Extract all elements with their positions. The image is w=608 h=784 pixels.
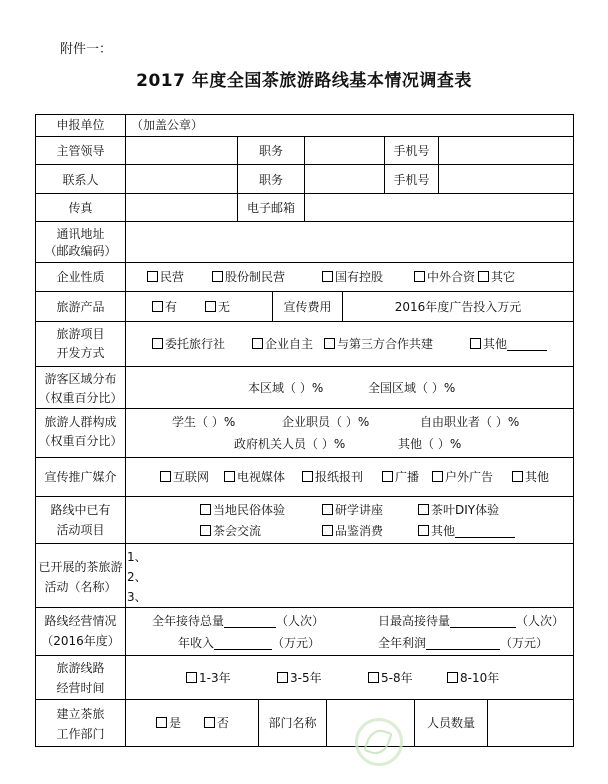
contact-position-label: 职务 [258,173,283,187]
department-count-label: 人员数量 [426,716,475,730]
attachment-label: 附件一： [60,42,113,57]
method-option-other[interactable]: 其他 [470,337,547,351]
department-option-yes[interactable]: 是 [156,716,181,730]
operation-label-2: （2016年度） [41,634,120,648]
nature-option-joint-venture[interactable]: 中外合资 [414,270,475,284]
region-label: 游客区域分布 [44,372,117,386]
checkbox[interactable] [186,672,197,683]
checkbox[interactable] [418,504,429,515]
checkbox[interactable] [147,271,158,282]
operation-label: 路线经营情况 [44,614,117,628]
media-option-internet[interactable]: 互联网 [160,470,209,484]
department-label-2: 工作部门 [56,727,105,741]
activity-option-tasting[interactable]: 品鉴消费 [322,524,383,538]
period-option-8-10[interactable]: 8-10年 [447,671,499,685]
media-option-tv[interactable]: 电视媒体 [224,470,285,484]
checkbox[interactable] [447,672,458,683]
department-name-label: 部门名称 [268,716,317,730]
media-label: 宣传推广媒介 [44,470,117,484]
media-option-outdoor[interactable]: 户外广告 [432,470,493,484]
department-label: 建立茶旅 [56,707,105,721]
checkbox[interactable] [368,672,379,683]
checkbox[interactable] [200,504,211,515]
leaf-watermark-icon [355,718,403,766]
period-label: 旅游线路 [56,661,105,675]
checkbox[interactable] [478,271,489,282]
annual-income[interactable]: 年收入 （万元） [178,636,321,650]
checkbox[interactable] [205,301,216,312]
contact-label: 联系人 [62,173,99,187]
checkbox[interactable] [212,271,223,282]
address-label: 通讯地址 [56,227,105,241]
annual-reception[interactable]: 全年接待总量 （人次） [152,614,325,628]
method-option-self[interactable]: 企业自主 [252,337,313,351]
period-option-3-5[interactable]: 3-5年 [277,671,322,685]
checkbox[interactable] [322,525,333,536]
checkbox[interactable] [152,338,163,349]
checkbox[interactable] [277,672,288,683]
checkbox[interactable] [432,471,443,482]
postcode-label: （邮政编码） [44,244,117,258]
crowd-label-2: （权重百分比） [38,434,123,448]
nature-option-state[interactable]: 国有控股 [322,270,383,284]
activity-option-folk[interactable]: 当地民俗体验 [200,503,285,517]
crowd-label: 旅游人群构成 [44,415,117,429]
crowd-freelance-percent[interactable]: 自由职业者（ ）% [420,415,520,429]
nature-option-other[interactable]: 其它 [478,270,515,284]
checkbox[interactable] [302,471,313,482]
method-option-agency[interactable]: 委托旅行社 [152,337,225,351]
checkbox[interactable] [418,525,429,536]
nature-label: 企业性质 [56,270,105,284]
product-label: 旅游产品 [56,300,105,314]
checkbox[interactable] [160,471,171,482]
checkbox[interactable] [322,271,333,282]
checkbox[interactable] [470,338,481,349]
method-label: 旅游项目 [56,327,105,341]
contact-phone-label: 手机号 [393,173,430,187]
checkbox[interactable] [200,525,211,536]
checkbox[interactable] [156,717,167,728]
method-option-partner[interactable]: 与第三方合作共建 [324,337,433,351]
held-item-3[interactable]: 3、 [127,590,147,604]
crowd-other-percent[interactable]: 其他（ ）% [398,437,462,451]
email-label: 电子邮箱 [246,201,295,215]
region-local-percent[interactable]: 本区域（ ）% [248,381,324,395]
activity-option-tea-party[interactable]: 茶会交流 [200,524,261,538]
media-option-other[interactable]: 其他 [512,470,549,484]
period-option-5-8[interactable]: 5-8年 [368,671,413,685]
fax-label: 传真 [68,201,93,215]
activities-label: 路线中已有 [50,503,111,517]
product-option-no[interactable]: 无 [205,300,230,314]
checkbox[interactable] [152,301,163,312]
held-item-2[interactable]: 2、 [127,570,147,584]
activity-option-diy[interactable]: 茶叶DIY体验 [418,503,499,517]
ad-cost-label: 宣传费用 [283,300,332,314]
activities-label-2: 活动项目 [56,523,105,537]
checkbox[interactable] [224,471,235,482]
checkbox[interactable] [322,504,333,515]
annual-profit[interactable]: 全年利润 （万元） [378,636,549,650]
checkbox[interactable] [204,717,215,728]
ad-cost-value[interactable]: 2016年度广告投入万元 [394,300,522,314]
product-option-yes[interactable]: 有 [152,300,177,314]
leader-position-label: 职务 [258,144,283,158]
checkbox[interactable] [512,471,523,482]
region-label-2: （权重百分比） [38,391,123,405]
checkbox[interactable] [414,271,425,282]
activity-option-other[interactable]: 其他 [418,524,515,538]
held-item-1[interactable]: 1、 [127,550,147,564]
period-label-2: 经营时间 [56,681,105,695]
crowd-employee-percent[interactable]: 企业职员（ ）% [282,415,370,429]
activity-option-lecture[interactable]: 研学讲座 [322,503,383,517]
period-option-1-3[interactable]: 1-3年 [186,671,231,685]
crowd-government-percent[interactable]: 政府机关人员（ ）% [234,437,346,451]
page-title: 2017 年度全国茶旅游路线基本情况调查表 [136,71,472,91]
nature-option-private[interactable]: 民营 [147,270,184,284]
media-option-radio[interactable]: 广播 [382,470,419,484]
checkbox[interactable] [382,471,393,482]
media-option-newspaper[interactable]: 报纸报刊 [302,470,363,484]
checkbox[interactable] [324,338,335,349]
nature-option-joint-stock[interactable]: 股份制民营 [212,270,285,284]
leader-label: 主管领导 [56,144,105,158]
leader-phone-label: 手机号 [393,144,430,158]
method-label-2: 开发方式 [56,346,105,360]
daily-max-reception[interactable]: 日最高接待量 （人次） [378,614,565,628]
department-option-no[interactable]: 否 [204,716,229,730]
crowd-student-percent[interactable]: 学生（ ）% [172,415,236,429]
held-label: 已开展的茶旅游 [38,560,123,574]
applicant-seal-hint[interactable]: （加盖公章） [131,118,204,132]
region-national-percent[interactable]: 全国区域（ ）% [368,381,456,395]
applicant-label: 申报单位 [56,118,105,132]
held-label-2: 活动（名称） [44,580,117,594]
checkbox[interactable] [252,338,263,349]
